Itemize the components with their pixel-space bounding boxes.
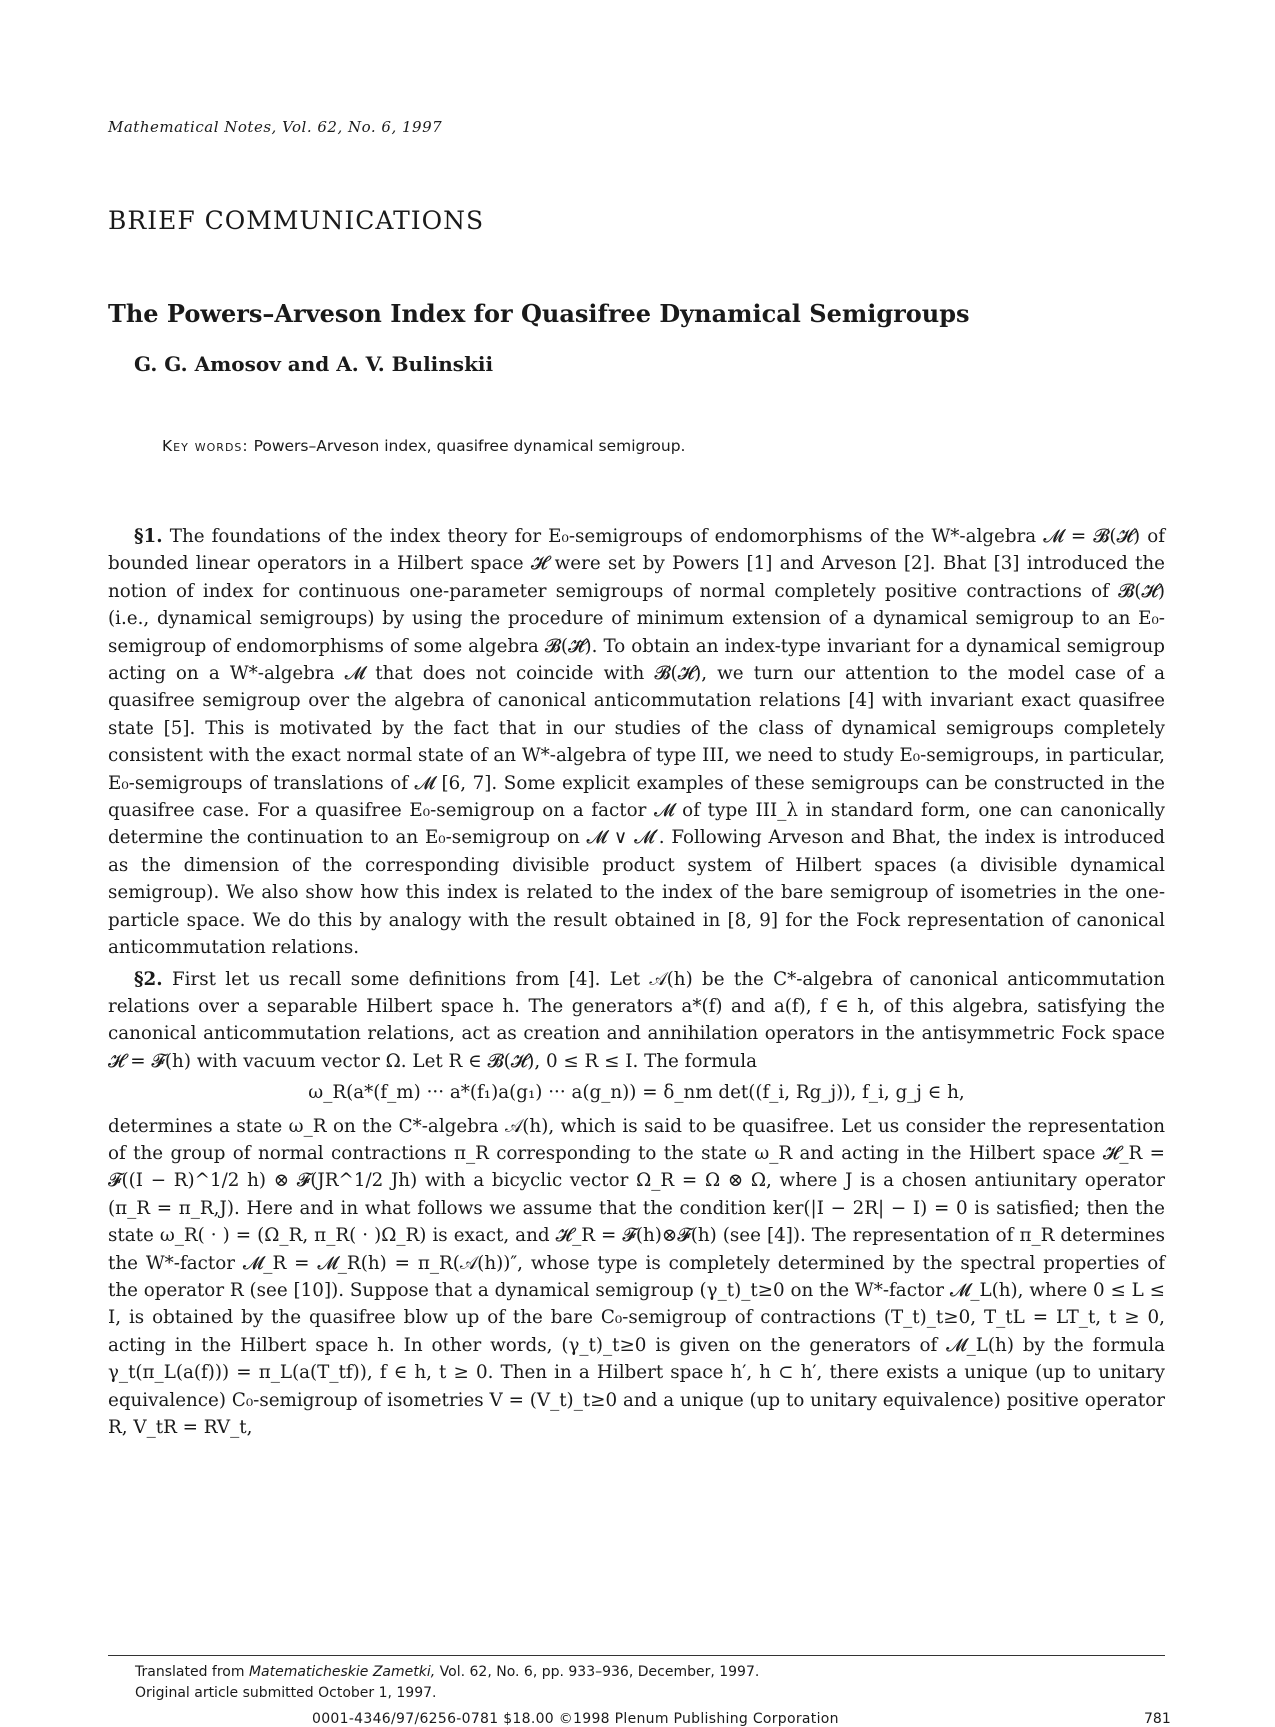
footnote-journal: Matematicheskie Zametki, [248,1664,436,1680]
keywords-text: Powers–Arveson index, quasifree dynamical semigroup. [253,437,686,455]
page-number: 781 [1144,1711,1171,1727]
footnote-divider [108,1655,1165,1656]
publication-info: 0001-4346/97/6256-0781 $18.00 ©1998 Plenum Publishing Corporation [312,1711,839,1727]
section-2-text: First let us recall some definitions from [4]. Let 𝒜(h) be the C*-algebra of canonical anticommutation relations over a separable Hilbert space h. The generators a*(f) and a(f), f ∈ h, of this algebra, satisfying the canonical anticommutation relations, act as creation and annihilation operators in the antisymmetric Fock space 𝓗 = 𝓕(h) with vacuum vector Ω. Let R ∈ 𝓑(𝓗), 0 ≤ R ≤ I. The formula [108,968,1165,1072]
article-title: The Powers–Arveson Index for Quasifree Dynamical Semigroups [108,299,970,328]
section-2-continuation: determines a state ω_R on the C*-algebra 𝒜(h), which is said to be quasifree. Let us consider the representation of the group of normal contractions π_R corresponding to the state ω_R and acting in the Hilbert space 𝓗_R = 𝓕((I − R)^1/2 h) ⊗ 𝓕(JR^1/2 Jh) with a bicyclic vector Ω_R = Ω ⊗ Ω, where J is a chosen antiunitary operator (π_R = π_R,J). Here and in what follows we assume that the condition ker(|I − 2R| − I) = 0 is satisfied; then the state ω_R( · ) = (Ω_R, π_R( · )Ω_R) is exact, and 𝓗_R = 𝓕(h)⊗𝓕(h) (see [4]). The representation of π_R determines the W*-factor 𝓜_R = 𝓜_R(h) = π_R(𝒜(h))″, whose type is completely determined by the spectral properties of the operator R (see [10]). Suppose that a dynamical semigroup (γ_t)_t≥0 on the W*-factor 𝓜_L(h), where 0 ≤ L ≤ I, is obtained by the quasifree blow up of the bare C₀-semigroup of contractions (T_t)_t≥0, T_tL = LT_t, t ≥ 0, acting in the Hilbert space h. In other words, (γ_t)_t≥0 is given on the generators of 𝓜_L(h) by the formula γ_t(π_L(a(f))) = π_L(a(T_tf)), f ∈ h, t ≥ 0. Then in a Hilbert space h′, h ⊂ h′, there exists a unique (up to unitary equivalence) C₀-semigroup of isometries V = (V_t)_t≥0 and a unique (up to unitary equivalence) positive operator R, V_tR = RV_t, [108,1115,1165,1438]
section-2-paragraph [108,966,1165,1076]
section-1-mark: §1. [134,526,163,547]
section-1-text: The foundations of the index theory for E₀-semigroups of endomorphisms of the W*-algebra 𝓜 = 𝓑(𝓗) of bounded linear operators in a Hilbert space 𝓗 were set by Powers [1] and Arveson [2]. Bhat [3] introduced the notion of index for continuous one-parameter semigroups of normal completely positive contractions of 𝓑(𝓗) (i.e., dynamical semigroups) by using the procedure of minimum extension of a dynamical semigroup to an E₀-semigroup of endomorphisms of some algebra 𝓑(𝓗̃). To obtain an index-type invariant for a dynamical semigroup acting on a W*-algebra 𝓜 that does not coincide with 𝓑(𝓗), we turn our attention to the model case of a quasifree semigroup over the algebra of canonical anticommutation relations [4] with invariant exact quasifree state [5]. This is motivated by the fact that in our studies of the class of dynamical semigroups completely consistent with the exact normal state of an W*-algebra of type III, we need to study E₀-semigroups, in particular, E₀-semigroups of translations of 𝓜 [6, 7]. Some explicit examples of these semigroups can be constructed in the quasifree case. For a quasifree E₀-semigroup on a factor 𝓜 of type III_λ in standard form, one can canonically determine the continuation to an E₀-semigroup on 𝓜 ∨ 𝓜′. Following Arveson and Bhat, the index is introduced as the dimension of the corresponding divisible product system of Hilbert spaces (a divisible dynamical semigroup). We also show how this index is related to the index of the bare semigroup of isometries in the one-particle space. We do this by analogy with the result obtained in [8, 9] for the Fock representation of canonical anticommutation relations. [108,526,1166,959]
quasifree-state-formula: ω_R(a*(f_m) ··· a*(f₁)a(g₁) ··· a(g_n)) = δ_nm det((f_i, Rg_j)), f_i, g_j ∈ h, [308,1082,965,1104]
footnote-details: Vol. 62, No. 6, pp. 933–936, December, 1997. [439,1664,760,1680]
section-heading: BRIEF COMMUNICATIONS [108,206,485,235]
translation-footnote [135,1662,759,1704]
keywords-label: Key words: [162,437,249,455]
article-authors: G. G. Amosov and A. V. Bulinskii [134,352,494,376]
article-body [108,523,1165,1445]
journal-citation: Mathematical Notes, Vol. 62, No. 6, 1997 [108,118,443,136]
section-2-mark: §2. [134,968,163,990]
keywords-line [162,437,686,455]
footnote-translation-line [135,1662,759,1683]
footnote-prefix: Translated from [135,1664,245,1680]
section-1-paragraph [108,523,1165,962]
footnote-submitted: Original article submitted October 1, 1997. [135,1685,437,1701]
